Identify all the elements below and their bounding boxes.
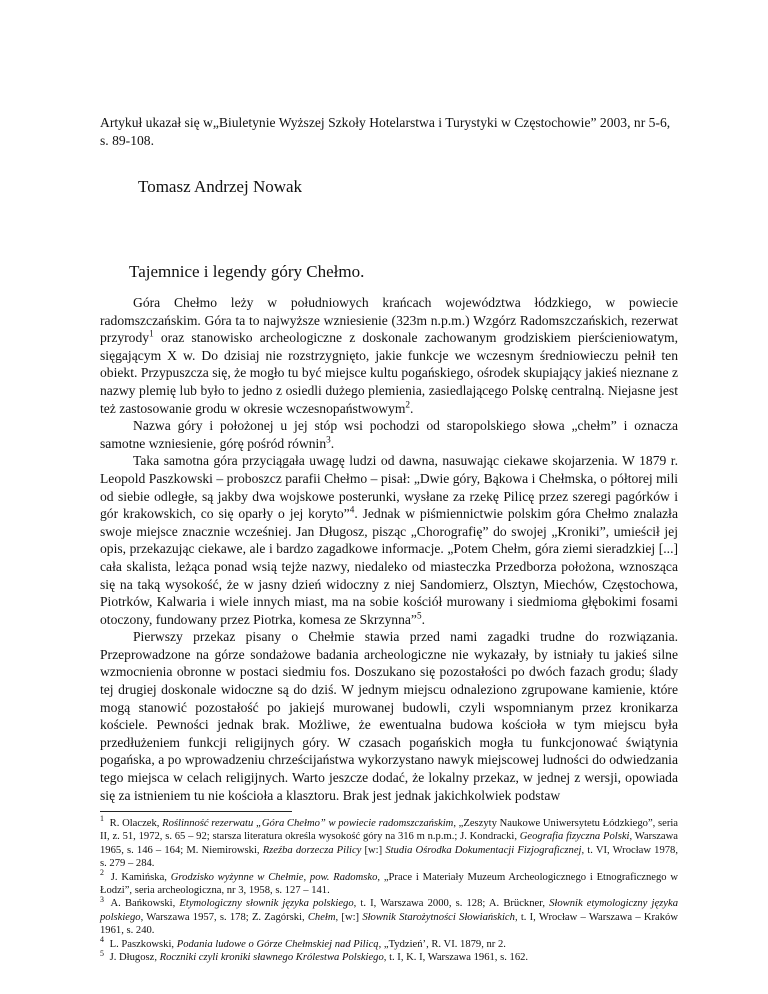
citation-title: Studia Ośrodka Dokumentacji Fizjograficznej, — [385, 844, 585, 856]
text-span: J. Kamińska, — [106, 871, 171, 883]
author-name: Tomasz Andrzej Nowak — [138, 177, 303, 196]
article-title: Tajemnice i legendy góry Chełmo. — [129, 262, 365, 281]
text-span: . — [330, 435, 335, 451]
citation-title: Chełm — [307, 911, 336, 923]
citation-title: Roczniki czyli kroniki sławnego Królestwa Polskiego — [159, 952, 384, 964]
text-span: . — [421, 611, 425, 627]
footnote-separator — [100, 811, 292, 812]
citation-title: Słownik etymologiczny języka polskiego — [100, 898, 678, 923]
text-span: , Warszawa 1957, s. 178; Z. Zagórski, — [140, 911, 308, 923]
footnote-number: 1 — [100, 814, 104, 824]
footnote-ref-2[interactable]: 2 — [405, 399, 411, 410]
paragraph-2 — [100, 417, 678, 452]
citation-title: Roślinność rezerwatu „Góra Chełmo” w powiecie radomszczańskim — [162, 818, 454, 829]
footnote-number: 2 — [100, 868, 104, 878]
text-span: . Jednak w piśmiennictwie polskim góra Chełmo znalazła swoje miejsce znacznie wcześniej. Jan Długosz, pisząc „Chorografię” do swojej „Kroniki”, umieścił jej opis, przekazując ciekawe, ale i bardzo zagadkowe informacje. „Potem Chełm, góra ziemi sieradzkiej [...] cała skalista, leżąca ponad wsią tejże nazwy, niedaleko od miasteczka Przedborza położona, wznosząca się na taką wysokość, że w jasny dzień widoczny z niej Sandomierz, Olsztyn, Miechów, Częstochowa, Piotrków, Kalwaria i wiele innych miast, ma na sobie kościół murowany i siedmioma głębokimi fosami otoczony, fundowany przez Piotrka, komesa ze Skrzynna” — [100, 506, 678, 627]
citation-title: Etymologiczny słownik języka polskiego — [179, 898, 354, 910]
footnote-1 — [100, 814, 679, 871]
citation-title: Grodzisko wyżynne w Chełmie, pow. Radomsko — [170, 871, 378, 883]
text-span: J. Długosz, — [106, 952, 160, 964]
footnote-2 — [100, 868, 679, 898]
footnote-ref-3[interactable]: 3 — [326, 434, 331, 445]
paragraph-4: Pierwszy przekaz pisany o Chełmie stawia przed nami zagadki trudne do rozwiązania. Przeprowadzone na górze sondażowe badania archeologiczne nie wykazały, by istniały tu jakieś silne wzmocnienia obronne w postaci siedmiu fos. Doszukano się pozostałości po dwóch fazach grodu; ślady tej drugiej doskonale widoczne są do dziś. W jednym miejscu odnaleziono zgrupowane kamienie, które mogą stanowić pozostałość po jakiejś murowanej budowli, czyli wspomnianym przez kronikarza kościele. Pewności jednak brak. Możliwe, że ewentualna budowa kościoła w tym miejscu była przedłużeniem funkcji religijnych góry. W czasach pogańskich mogła tu funkcjonować świątynia pogańska, a po wprowadzeniu chrześcijaństwa wykorzystano nawyk miejscowej ludności do odwiedzania tego miejsca w celach religijnych. Warto jeszcze dodać, że lokalny przekaz, w jednej z wersji, opowiada się za istnieniem tu nie kościoła a klasztoru. Brak jest jednak jakichkolwiek podstaw — [100, 629, 678, 803]
text-span: t. VI, Wrocław 1978, s. 279 – 284. — [100, 844, 678, 870]
footnote-5 — [100, 948, 678, 964]
citation-title: Rzeźba dorzecza Pilicy — [262, 844, 362, 856]
text-span: , Warszawa 1965, s. 146 – 164; M. Niemirowski, — [100, 831, 678, 856]
text-span: , „Tydzień’, R. VI. 1879, nr 2. — [378, 938, 506, 950]
text-span: R. Olaczek, — [106, 818, 163, 829]
footnote-ref-4[interactable]: 4 — [349, 504, 355, 515]
text-span: Góra Chełmo leży w południowych krańcach województwa łódzkiego, w powiecie radomszczańskim. Góra ta to najwyższe wzniesienie (323m n.p.m.) Wzgórz Radomszczańskich, rezerwat przyrody — [100, 295, 678, 346]
paragraph-1 — [100, 294, 678, 417]
citation-title: Słownik Starożytności Słowiańskich — [362, 911, 515, 923]
source-note: Artykuł ukazał się w„Biuletynie Wyższej Szkoły Hotelarstwa i Turystyki w Częstochowie” 2003, nr 5-6, s. 89-108. — [100, 115, 671, 148]
text-span: , [w:] — [335, 911, 363, 923]
text-span: , t. I, Warszawa 2000, s. 128; A. Brückner, — [353, 898, 550, 910]
paragraph-3 — [100, 452, 678, 628]
footnote-number: 4 — [100, 935, 104, 945]
text-span: [w:] — [361, 844, 386, 856]
footnote-number: 5 — [100, 948, 104, 958]
footnotes — [100, 814, 679, 964]
text-span: , t. I, K. I, Warszawa 1961, s. 162. — [383, 952, 529, 964]
text-span: Nazwa góry i położonej u jej stóp wsi pochodzi od staropolskiego słowa „chełm” i oznacza samotne wzniesienie, górę pośród równin — [100, 418, 678, 451]
footnote-number: 3 — [100, 894, 104, 904]
footnote-ref-1[interactable]: 1 — [149, 328, 154, 339]
text-span: Taka samotna góra przyciągała uwagę ludzi od dawna, nasuwając ciekawe skojarzenia. W 1879 r. Leopold Paszkowski – proboszcz parafii Chełmo – pisał: „Dwie góry, Bąkowa i Chełmska, o półtorej mili od siebie odległe, są jakby dwa wojskowe posterunki, wysłane za rzekę Pilicę przez szeregi pagórków i gór krakowskich, co się oparły o jej koryto” — [100, 453, 678, 522]
footnote-3 — [100, 894, 678, 937]
text-span: L. Paszkowski, — [106, 938, 177, 950]
text-span: , „Zeszyty Naukowe Uniwersytetu Łódzkiego”, seria II, z. 51, 1972, s. 65 – 92; starsza literatura określa wysokość góry na 316 m n.p.m.; J. Kondracki, — [100, 818, 679, 843]
text-span: oraz stanowisko archeologiczne z doskonale zachowanym grodziskiem pierścieniowatym, sięgającym X w. Do dzisiaj nie rozstrzygnięto, jakie funkcje we wczesnym średniowieczu pełnił ten obiekt. Przypuszcza się, że mogło tu być miejsce kultu pogańskiego, ośrodek skupiający jakieś nieznane z nazwy plemię lub było to jedno z osiedli dużego plemienia, zasiedlającego Polskę centralną. Niejasne jest też zastosowanie grodu w okresie wczesnopaństwowym — [100, 330, 678, 416]
text-span: , t. I, Wrocław – Warszawa – Kraków 1961, s. 240. — [100, 911, 678, 937]
text-span: , „Prace i Materiały Muzeum Archeologicznego i Etnograficznego w Łodzi”, seria archeologiczna, nr 3, 1958, s. 127 – 141. — [100, 871, 679, 897]
citation-title: Podania ludowe o Górze Chełmskiej nad Pilicą — [176, 938, 379, 950]
text-span: . — [410, 400, 414, 416]
article-body — [100, 294, 678, 804]
footnote-ref-5[interactable]: 5 — [416, 610, 422, 621]
citation-title: Geografia fizyczna Polski — [519, 831, 630, 843]
footnote-4 — [100, 935, 678, 951]
text-span: A. Bańkowski, — [106, 898, 180, 910]
